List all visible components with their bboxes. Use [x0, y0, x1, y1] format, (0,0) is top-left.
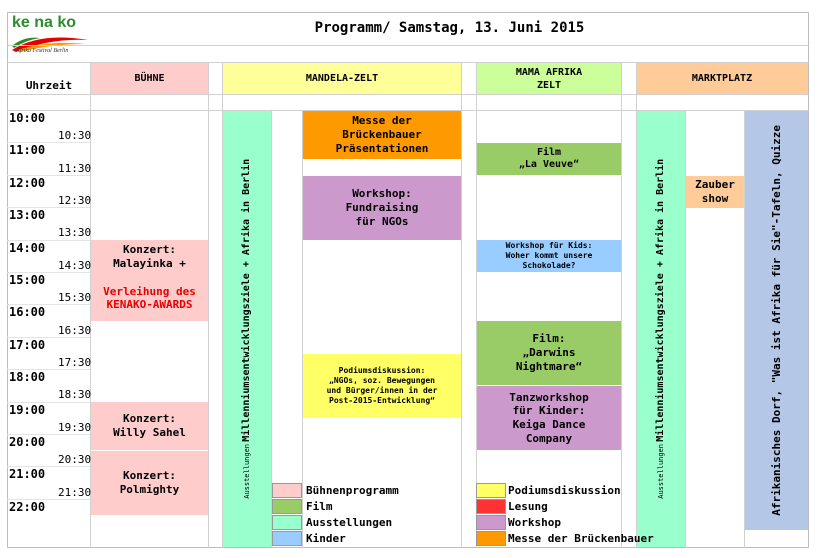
event-film-la-veuve: Film „La Veuve“ — [477, 143, 621, 175]
legend-label-messe: Messe der Brückenbauer — [508, 532, 654, 545]
event-film-darwins-nightmare: Film: „Darwins Nightmare“ — [477, 321, 621, 385]
legend-label-film: Film — [306, 500, 333, 513]
legend-label-lesung: Lesung — [508, 500, 548, 513]
time-label-hour: 11:00 — [9, 143, 46, 158]
time-label-hour: 10:00 — [9, 111, 46, 125]
page-title: Programm/ Samstag, 13. Juni 2015 — [314, 20, 585, 36]
time-label-hour: 21:00 — [9, 467, 46, 482]
event-afrikanisches-dorf-label: Afrikanisches Dorf, "Was ist Afrika für Sie"-Tafeln, Quizze — [769, 125, 783, 516]
event-zaubershow: Zauber show — [686, 176, 744, 208]
column-header-mandela: MANDELA-ZELT — [223, 63, 461, 94]
event-messe: Messe der Brückenbauer Präsentationen — [303, 111, 461, 159]
time-label-hour: 13:00 — [9, 208, 46, 223]
event-konzert-malayinka — [91, 240, 208, 321]
event-konzert-polmighty: Konzert: Polmighty — [91, 451, 208, 515]
time-label-half-hour: 18:30 — [58, 388, 92, 402]
legend-label-podium: Podiumsdiskussion — [508, 484, 621, 497]
time-label-half-hour: 20:30 — [58, 453, 92, 467]
time-label-half-hour: 16:30 — [58, 323, 92, 337]
ausstellung-right — [637, 111, 685, 547]
legend-swatch-messe — [476, 531, 506, 546]
event-konzert-willy-sahel: Konzert: Willy Sahel — [91, 402, 208, 450]
column-header-mama-afrika: MAMA AFRIKA ZELT — [477, 63, 621, 94]
time-label-half-hour: 10:30 — [58, 129, 92, 143]
time-label-half-hour: 11:30 — [58, 161, 92, 175]
legend-swatch-ausstellungen — [272, 515, 302, 530]
time-label-half-hour: 17:30 — [58, 356, 92, 369]
verleihung-label: Verleihung des KENAKO-AWARDS — [103, 284, 196, 312]
time-label-half-hour: 15:30 — [58, 291, 92, 305]
time-label-hour: 22:00 — [9, 499, 46, 514]
event-podiumsdiskussion: Podiumsdiskussion: „NGOs, soz. Bewegungen und Bürger/innen in der Post-2015-Entwicklung“ — [303, 354, 461, 418]
ausstellung-left-small: Ausstellungen — [242, 444, 251, 499]
event-workshop-fundraising: Workshop: Fundraising für NGOs — [303, 176, 461, 240]
legend-label-ausstellungen: Ausstellungen — [306, 516, 393, 529]
column-header-buehne: BÜHNE — [91, 63, 208, 94]
time-label-half-hour: 14:30 — [58, 258, 92, 272]
legend-swatch-kinder — [272, 531, 302, 546]
legend-swatch-podium — [476, 483, 506, 498]
ausstellung-left-title: Millenniumsentwicklungsziele + Afrika in Berlin — [240, 159, 252, 443]
logo-wordmark: ke na ko — [12, 14, 77, 31]
time-label-half-hour: 12:30 — [58, 194, 92, 207]
legend-label-buehne: Bühnenprogramm — [306, 484, 399, 497]
time-label-hour: 12:00 — [9, 175, 46, 190]
time-label-hour: 17:00 — [9, 337, 46, 352]
logo-tagline: Afrika Festival Berlin — [16, 48, 69, 54]
legend-swatch-workshop — [476, 515, 506, 530]
time-label-half-hour: 21:30 — [58, 485, 92, 499]
legend-swatch-film — [272, 499, 302, 514]
time-label-hour: 19:00 — [9, 402, 46, 417]
column-header-marktplatz: MARKTPLATZ — [636, 63, 808, 94]
time-label-hour: 15:00 — [9, 273, 46, 287]
event-workshop-kids: Workshop für Kids: Woher kommt unsere Schokolade? — [477, 240, 621, 272]
konzert-malayinka-label: Konzert: Malayinka + — [113, 243, 186, 270]
time-label-half-hour: 13:30 — [58, 226, 92, 240]
legend-swatch-lesung — [476, 499, 506, 514]
event-afrikanisches-dorf — [745, 111, 808, 530]
event-tanzworkshop: Tanzworkshop für Kinder: Keiga Dance Company — [477, 386, 621, 450]
time-label-hour: 20:00 — [9, 435, 46, 449]
column-header-time — [8, 63, 90, 109]
ausstellung-right-title: Millenniumsentwicklungsziele + Afrika in Berlin — [654, 159, 666, 443]
time-label-hour: 16:00 — [9, 305, 46, 320]
legend-label-workshop: Workshop — [508, 516, 561, 529]
legend-label-kinder: Kinder — [306, 532, 346, 545]
ausstellung-left — [223, 111, 271, 547]
column-header-time-label: Uhrzeit — [25, 78, 73, 92]
time-label-hour: 18:00 — [9, 370, 46, 385]
ausstellung-right-small: Ausstellungen — [656, 444, 665, 499]
logo — [10, 14, 90, 58]
legend-swatch-buehne — [272, 483, 302, 498]
time-label-half-hour: 19:30 — [58, 420, 92, 434]
time-label-hour: 14:00 — [9, 240, 46, 255]
